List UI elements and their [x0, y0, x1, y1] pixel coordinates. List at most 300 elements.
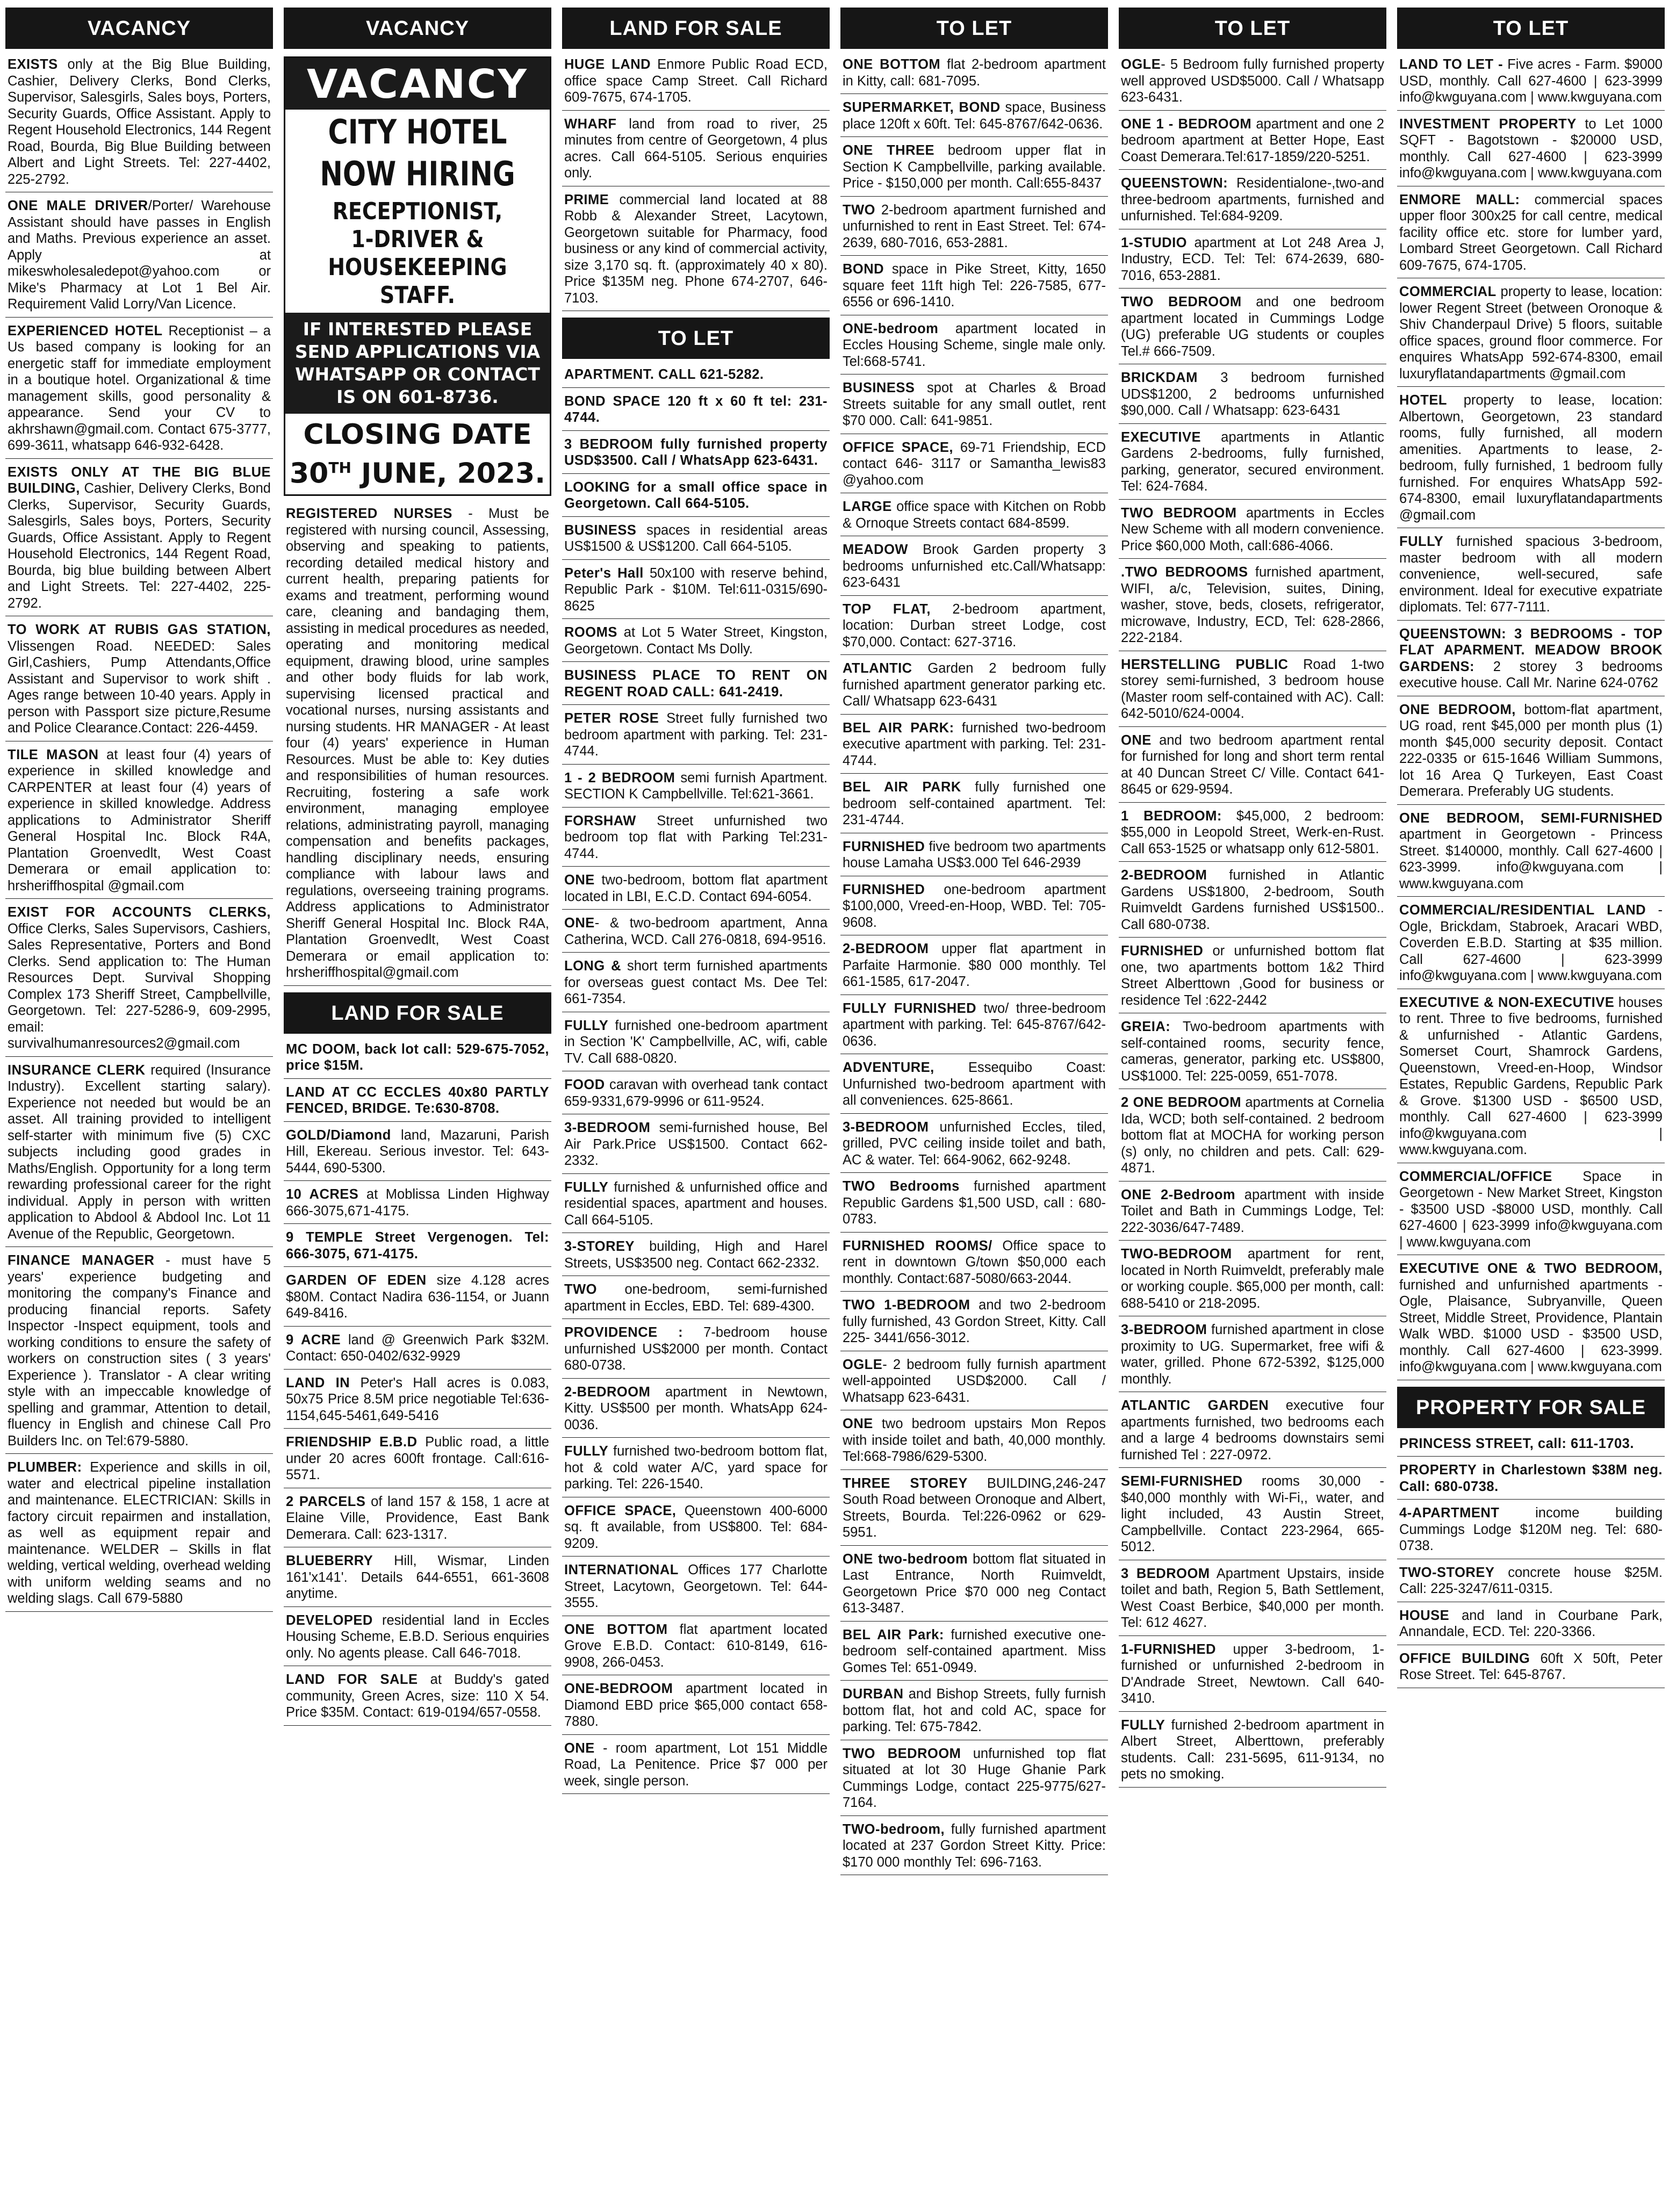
ad-body: five bedroom two apartments house Lamaha US$3.000 Tel 646-2939 — [843, 839, 1106, 870]
classified-ad — [5, 904, 273, 1057]
ad-body: or unfurnished bottom flat one, two apartments bottom 1&2 Third Street Alberttown ,Good for business or residence Tel :622-2442 — [1121, 943, 1384, 1008]
ad-body: Queenstown 400-6000 sq. ft available, from US$800. Tel: 684-9209. — [564, 1503, 828, 1551]
section-header-to-let: TO LET — [562, 318, 830, 359]
classified-ad — [562, 1443, 830, 1497]
classified-ad — [5, 1459, 273, 1612]
classified-ad — [562, 1281, 830, 1319]
classified-ad — [840, 660, 1108, 715]
ad-lead: ONE — [564, 873, 595, 888]
classified-ad — [840, 99, 1108, 137]
ad-body: two-bedroom, bottom flat apartment located in LBI, E.C.D. Contact 694-6054. — [564, 873, 828, 904]
ad-body: Offices 177 Charlotte Street, Lacytown, Georgetown. Tel: 644-3555. — [564, 1562, 828, 1610]
classified-ad — [562, 1238, 830, 1276]
ad-lead: SUPERMARKET, BOND — [843, 100, 1001, 115]
ad-lead: BEL AIR PARK — [843, 780, 961, 795]
ad-lead: TWO BEDROOM — [1121, 505, 1237, 521]
classified-ad — [1397, 810, 1665, 897]
classified-ad — [840, 202, 1108, 256]
ad-lead: OFFICE SPACE, — [843, 439, 953, 455]
classified-ad — [1119, 657, 1386, 727]
ad-body: - & two-bedroom apartment, Anna Catherina, WCD. Call 276-0818, 694-9516. — [564, 916, 828, 947]
classified-ad — [840, 1119, 1108, 1173]
ad-lead: ONE BEDROOM, SEMI-FURNISHED — [1399, 810, 1663, 826]
classified-ad — [562, 192, 830, 312]
classified-ad — [1119, 867, 1386, 938]
ad-body: apartment with inside Toilet and Bath in Cummings Lodge, Tel: 222-3036/647-7489. — [1121, 1187, 1384, 1235]
column-to-let-3 — [1397, 8, 1665, 2203]
ad-body: and two bedroom apartment rental for furnished for long and short term rental at 40 Duncan Street C/ Ville. Contact 641-8645 or 629-9594. — [1121, 732, 1384, 797]
classified-ad — [840, 779, 1108, 833]
classified-ad — [5, 198, 273, 318]
section-header-to-let: TO LET — [840, 8, 1108, 49]
ad-body: 60ft X 50ft, Peter Rose Street. Tel: 645-8767. — [1399, 1651, 1663, 1682]
ad-lead: 3-STOREY — [564, 1239, 635, 1254]
poster-instruction-line: WHATSAPP OR CONTACT — [295, 364, 540, 385]
ad-body: - must have 5 years' experience budgeting and monitoring the company's Finance and producing financial reports. Safety Inspector -Inspect equipment, tools and working conditions to ensure the safety of workers on construction sites ( 3 years' Experience ). Translator - A clear writing style with an impeccable knowledge of spelling and grammar, Attention to detail, fluency in English and chinese Call Pro Builders Inc. on Tel:679-5880. — [8, 1253, 271, 1449]
ad-body: one-bedroom, semi-furnished apartment in Eccles, EBD. Tel: 689-4300. — [564, 1282, 828, 1314]
ad-body: apartments in Eccles New Scheme with all modern convenience. Price $60,000 Moth, call:686-4066. — [1121, 505, 1384, 553]
classified-ad — [1397, 56, 1665, 111]
ad-lead: MEADOW — [843, 542, 908, 557]
classified-ad — [1119, 370, 1386, 424]
ad-lead: BUSINESS — [564, 522, 637, 538]
ad-body: size 4.128 acres $80M. Contact Nadira 636-1154, or Juann 649-8416. — [286, 1273, 549, 1321]
ad-lead: 2 ONE BEDROOM — [1121, 1095, 1241, 1110]
ad-lead: 9 TEMPLE Street Vergenogen. Tel: 666-3075, 671-4175. — [286, 1230, 549, 1262]
classified-ad — [284, 1332, 551, 1370]
ad-lead: EXISTS ONLY AT THE BIG BLUE BUILDING, — [8, 464, 271, 496]
classified-ad — [1397, 995, 1665, 1163]
classified-ad — [1119, 505, 1386, 559]
ad-lead: TOP FLAT, — [843, 601, 931, 617]
ad-body: furnished 2-bedroom apartment in Albert Street, Alberttown, preferably students. Call: 231-5695, 611-9134, no pets no smoking. — [1121, 1717, 1384, 1782]
classified-ad — [5, 747, 273, 899]
ad-lead: THREE STOREY — [843, 1475, 968, 1491]
classified-ad — [562, 770, 830, 808]
classified-ad — [5, 1062, 273, 1248]
ad-body: Essequibo Coast: Unfurnished two-bedroom apartment with all conveniences. 625-8661. — [843, 1060, 1106, 1108]
ad-lead: ONE BOTTOM — [843, 57, 941, 72]
classified-ad — [840, 1357, 1108, 1411]
ad-lead: QUEENSTOWN: 3 BEDROOMS - TOP FLAT APARMENT. MEADOW BROOK GARDENS: — [1399, 626, 1663, 674]
classified-ad — [562, 958, 830, 1012]
ad-lead: GREIA: — [1121, 1019, 1171, 1034]
classified-ad — [840, 882, 1108, 936]
ad-body: apartment in Georgetown - Princess Street. $140000, monthly. Call 627-4600 | 623-3999. info@kwguyana.com | www.kwguyana.com — [1399, 827, 1663, 891]
ad-body: apartment in Newtown, Kitty. US$500 per month. WhatsApp 624-0036. — [564, 1384, 828, 1432]
ad-lead: BLUEBERRY — [286, 1553, 373, 1569]
ad-body: land, Mazaruni, Parish Hill, Ekereau. Serious investor. Tel: 643-5444, 690-5300. — [286, 1127, 549, 1176]
poster-closing-label: CLOSING DATE — [303, 419, 532, 451]
classified-ad — [1119, 1473, 1386, 1560]
classified-ad — [840, 1297, 1108, 1351]
ad-lead: FULLY — [564, 1018, 609, 1033]
ad-body: Experience and skills in oil, water and electrical pipeline installation and maintenance. ELECTRICIAN: Skills in factory circuit repairmen and installation, as well as equipment repair and maintenance. WELDER – Skills in flat welding, vertical welding, overhead welding with uniform welding seams and no welding slags. Call 679-5880 — [8, 1460, 271, 1606]
classified-ad — [562, 56, 830, 111]
ads-list — [284, 1041, 551, 1726]
ad-body: apartment for rent, located in North Ruimveldt, preferably male or working couple. $65,000 per month, call: 688-5410 or 218-2095. — [1121, 1246, 1384, 1311]
ad-body: houses to rent. Three to five bedrooms, furnished & unfurnished - Atlantic Gardens, Somerset Court, Shamrock Gardens, Queenstown, Vreed-en-Hoop, Windsor Estates, Republic Gardens, Republic Park & Grove. $1300 USD - $6500 USD, monthly. Call 627-4600 | 623-3999 info@kwguyana.com | www.kwguyana.com. — [1399, 995, 1663, 1157]
classified-ad — [562, 667, 830, 705]
ad-body: two bedroom upstairs Mon Repos with inside toilet and bath, 40,000 monthly. Tel:668-7986/629-5300. — [843, 1416, 1106, 1464]
ads-list — [1397, 1436, 1665, 1688]
ad-lead: INVESTMENT PROPERTY — [1399, 116, 1577, 132]
ad-body: Cashier, Delivery Clerks, Bond Clerks, Supervisor, Security Guards, Salesgirls, Sales boys, Porters, Security Guards, Office Assistant. Apply to Regent Household Electronics, 144 Regent Road, Bourda, big blue building between Albert and Light Streets. Tel: 227-4402, 225-2792. — [8, 481, 271, 611]
ad-lead: ONE 1 - BEDROOM — [1121, 116, 1252, 132]
classified-ad — [1119, 564, 1386, 651]
ad-lead: 1-STUDIO — [1121, 235, 1188, 250]
classified-ad — [1119, 429, 1386, 500]
classified-ad — [1397, 626, 1665, 696]
ad-lead: EXECUTIVE ONE & TWO BEDROOM, — [1399, 1261, 1663, 1276]
ad-lead: INTERNATIONAL — [564, 1562, 679, 1577]
ad-body: Receptionist – a Us based company is looking for an energetic staff for immediate employment in a boutique hotel. Organizational & time management skills, good personality & appearance. Send your CV to akhrshawn@gmail.com. Contact 675-3777, 699-3611, whatsapp 646-932-6428. — [8, 323, 271, 453]
ad-body: Peter's Hall acres is 0.083, 50x75 Price 8.5M price negotiable Tel:636-1154,645-5461,649-5416 — [286, 1375, 549, 1423]
ad-body: fully furnished apartment located at 237 Gordon Street Kitty. Price: $170 000 monthly Tel: 696-7163. — [843, 1821, 1106, 1870]
ad-lead: PRIME — [564, 192, 609, 207]
classified-ad — [840, 261, 1108, 315]
section-header-to-let: TO LET — [1119, 8, 1386, 49]
ad-body: caravan with overhead tank contact 659-9331,679-9996 or 611-9524. — [564, 1077, 828, 1109]
classified-ad — [1119, 943, 1386, 1013]
classified-ad — [1397, 534, 1665, 621]
classified-ad — [840, 1627, 1108, 1681]
ad-body: spaces in residential areas US$1500 & US$1200. Call 664-5105. — [564, 522, 828, 554]
classified-ad — [562, 366, 830, 388]
ad-lead: HOUSE — [1399, 1608, 1450, 1623]
ad-lead: 9 ACRE — [286, 1332, 341, 1348]
classified-ad — [840, 839, 1108, 876]
ad-body: apartment located in Eccles Housing Scheme, single male only. Tel:668-5741. — [843, 321, 1106, 369]
ad-lead: .TWO BEDROOMS — [1121, 565, 1248, 580]
classified-ad — [1119, 1094, 1386, 1181]
ad-lead: FURNISHED — [1121, 943, 1204, 959]
column-to-let-2 — [1119, 8, 1386, 2203]
ad-lead: ONE THREE — [843, 143, 934, 158]
classified-ad — [840, 1060, 1108, 1114]
ad-lead: OFFICE SPACE, — [564, 1503, 677, 1518]
section-header-property-for-sale: PROPERTY FOR SALE — [1397, 1387, 1665, 1428]
ad-body: short term furnished apartments for overseas guest contact Ms. Dee Tel: 661-7354. — [564, 959, 828, 1006]
ads-list — [5, 56, 273, 1612]
ad-body: BUILDING,246-247 South Road between Oronoque and Albert, Streets, Bourda. Tel:226-0962 or 629-5951. — [843, 1475, 1106, 1540]
ad-lead: 3 BEDROOM — [1121, 1566, 1210, 1581]
ad-body: commercial land located at 88 Robb & Alexander Street, Lacytown, Georgetown suitable for Pharmacy, food business or any kind of commercial activity, size 3,170 sq. ft. (approximately 40 x 80). Price $135M neg. Phone 674-2707, 646-7103. — [564, 192, 828, 306]
ad-body: and one bedroom apartment located in Cummings Lodge (UG) preferable UG students or couples Tel.# 666-7509. — [1121, 294, 1384, 359]
ad-lead: ONE-bedroom — [843, 321, 939, 336]
classified-ad — [562, 1562, 830, 1616]
classified-ad — [5, 464, 273, 617]
classified-ad — [840, 321, 1108, 375]
ad-body: Brook Garden property 3 bedrooms unfurnished etc.Call/Whatsapp: 623-6431 — [843, 542, 1106, 590]
section-header-vacancy: VACANCY — [5, 8, 273, 49]
ad-body: apartments at Cornelia Ida, WCD; both self-contained. 2 bedroom bottom flat at MOCHA for working person (s) only, no children and pets. Call: 629-4871. — [1121, 1095, 1384, 1176]
ad-lead: TWO — [564, 1282, 597, 1297]
ad-lead: BRICKDAM — [1121, 370, 1198, 385]
ad-body: Hill, Wismar, Linden 161'x141'. Details 644-6551, 661-3608 anytime. — [286, 1553, 549, 1602]
ad-lead: ADVENTURE, — [843, 1060, 934, 1075]
poster-hiring-line: NOW HIRING — [320, 154, 515, 193]
ad-body: at least four (4) years of experience in skilled knowledge and CARPENTER at least four (4) years of experience in skilled knowledge. Address applications to Administrator Sheriff General Hospital Inc. Block R4A, Plantation Groenvedlt, West Coast Demerara or email application to: hrsheriffhospital @gmail.com — [8, 747, 271, 894]
classified-ad — [840, 601, 1108, 655]
ad-body: furnished apartment, WIFI, a/c, Television, suites, Dining, washer, stove, beds, closets, refrigerator, microwave, Industry, ECD, Tel: 628-2866, 222-2184. — [1121, 565, 1384, 645]
classified-ad — [840, 720, 1108, 774]
column-vacancy-1 — [5, 8, 273, 2203]
ad-lead: TILE MASON — [8, 747, 99, 762]
ad-lead: FULLY FURNISHED — [843, 1000, 977, 1016]
classified-ad — [284, 1084, 551, 1122]
ad-lead: FURNISHED — [843, 839, 925, 854]
classified-ad — [284, 1041, 551, 1079]
ad-body: 69-71 Friendship, ECD contact 646- 3117 or Samantha_lewis83 @yahoo.com — [843, 439, 1106, 488]
ad-body: Enmore Public Road ECD, office space Camp Street. Call Richard 609-7675, 674-1705. — [564, 57, 828, 105]
classified-ad — [1119, 56, 1386, 111]
classified-ad — [284, 1671, 551, 1726]
ad-body: 2-bedroom apartment furnished and unfurnished to rent in East Street. Tel: 674-2639, 680-7016, 653-2881. — [843, 202, 1106, 250]
classified-ad — [562, 1179, 830, 1234]
section-header-to-let: TO LET — [1397, 8, 1665, 49]
ad-lead: 2-BEDROOM — [843, 941, 929, 956]
classified-ad — [562, 1120, 830, 1174]
ad-lead: DURBAN — [843, 1687, 904, 1702]
ad-lead: 10 ACRES — [286, 1187, 359, 1202]
classified-ad — [1119, 1717, 1386, 1788]
classified-ad — [1119, 1246, 1386, 1316]
classified-ad — [5, 622, 273, 741]
classified-ad — [562, 1622, 830, 1676]
poster-closing-date — [285, 414, 550, 494]
ad-lead: BUSINESS PLACE TO RENT ON REGENT ROAD CALL: 641-2419. — [564, 668, 828, 700]
ad-lead: 3-BEDROOM — [564, 1120, 651, 1135]
ad-body: semi furnish Apartment. SECTION K Campbellville. Tel:621-3661. — [564, 770, 828, 802]
classified-ad — [840, 1000, 1108, 1055]
ad-lead: GARDEN OF EDEN — [286, 1273, 427, 1288]
ad-lead: 3-BEDROOM — [1121, 1322, 1207, 1337]
ad-lead: EXECUTIVE — [1121, 429, 1202, 445]
classified-ad — [840, 1686, 1108, 1740]
ad-body: bedroom upper flat in Section K Campbellville, parking available. Price - $150,000 per month. Call:655-8437 — [843, 143, 1106, 191]
classified-ad — [562, 813, 830, 867]
classified-ad — [1119, 1187, 1386, 1241]
ads-list — [562, 56, 830, 311]
classified-ad — [1119, 732, 1386, 803]
classified-ad — [1397, 284, 1665, 387]
ad-body: Two-bedroom apartments with self-contained rooms, security fence, cameras, generator, parking etc. US$800, US$1000. Tel: 225-0059, 651-7078. — [1121, 1019, 1384, 1084]
ad-lead: ONE — [843, 1416, 873, 1431]
ad-body: - room apartment, Lot 151 Middle Road, La Penitence. Price $7 000 per week, single person. — [564, 1740, 828, 1789]
poster-instruction-line: SEND APPLICATIONS VIA — [294, 341, 541, 362]
ad-lead: TWO Bedrooms — [843, 1179, 960, 1194]
ad-body: apartment located in Diamond EBD price $65,000 contact 658-7880. — [564, 1681, 828, 1729]
ad-body: Office space to rent in downtown G/town $50,000 each monthly. Contact:687-5080/663-2044. — [843, 1238, 1106, 1286]
ad-body: Street fully furnished two bedroom apartment with parking. Tel: 231-4744. — [564, 711, 828, 759]
ad-body: only at the Big Blue Building, Cashier, Delivery Clerks, Bond Clerks, Supervisor, Salesgirls, Sales boys, Porters, Security Guards, Office Assistant. Apply to Regent Household Electronics, 144 Regent Road, Bourda, Big Blue Building between Albert and Light Streets. Tel: 227-4402, 225-2792. — [8, 57, 271, 187]
ads-list — [840, 56, 1108, 1875]
poster-hotel-line: CITY HOTEL — [328, 112, 507, 152]
ad-lead: 2 PARCELS — [286, 1494, 366, 1509]
ad-body: flat apartment located Grove E.B.D. Contact: 610-8149, 616-9908, 266-0453. — [564, 1622, 828, 1670]
classified-ad — [284, 506, 551, 986]
poster-instruction-line: IF INTERESTED PLEASE — [303, 319, 533, 340]
classified-ad — [840, 1475, 1108, 1546]
ad-lead: HUGE LAND — [564, 57, 651, 72]
ad-lead: HOTEL — [1399, 393, 1447, 408]
section-header-vacancy: VACANCY — [284, 8, 551, 49]
classified-ad — [284, 1272, 551, 1327]
ad-lead: LAND IN — [286, 1375, 350, 1390]
classified-ad — [562, 1324, 830, 1379]
ad-lead: ONE BOTTOM — [564, 1622, 668, 1637]
ad-body: property to lease, location: Albertown, Georgetown, 23 standard rooms, fully furnished, all modern amenities. Apartments to lease, 2-bedroom, fully furnished, 1 bedroom fully furnished. For enquires WhatsApp 592-674-8300, email luxuryflatandapartments @gmail.com — [1399, 393, 1663, 523]
ad-lead: FULLY — [564, 1444, 609, 1459]
ad-lead: BOND — [843, 262, 884, 277]
classified-ad — [562, 1018, 830, 1072]
ad-lead: LOOKING for a small office space in Georgetown. Call 664-5105. — [564, 479, 828, 511]
classified-ad — [1397, 392, 1665, 528]
classified-ad — [562, 1077, 830, 1114]
ad-body: apartments in Atlantic Gardens 2-bedrooms, fully furnished, parking, generator, secured environment. Tel: 624-7684. — [1121, 429, 1384, 494]
ad-body: furnished executive one-bedroom self-contained apartment. Miss Gomes Tel: 651-0949. — [843, 1627, 1106, 1675]
classified-ad — [1119, 1322, 1386, 1392]
ad-body: at Buddy's gated community, Green Acres, size: 110 X 54. Price $35M. Contact: 619-0194/657-0558. — [286, 1672, 549, 1720]
ad-body: Road 1-two storey semi-furnished, 3 bedroom house (Master room self-contained with AC). Call: 642-5010/624-0004. — [1121, 657, 1384, 721]
classified-ad — [840, 142, 1108, 197]
poster-instructions — [285, 313, 550, 414]
closing-day-suffix: TH — [328, 459, 351, 477]
ad-lead: SEMI-FURNISHED — [1121, 1474, 1243, 1489]
ad-lead: OGLE — [1121, 57, 1161, 72]
ad-lead: DEVELOPED — [286, 1612, 373, 1628]
classified-ad — [562, 1740, 830, 1795]
ad-body: one-bedroom apartment $100,000, Vreed-en-Hoop, WBD. Tel: 705-9608. — [843, 882, 1106, 930]
classified-ad — [1119, 1019, 1386, 1089]
ad-lead: ONE — [564, 916, 595, 931]
ad-lead: EXISTS — [8, 57, 58, 72]
ad-body: furnished two-bedroom bottom flat, hot & cold water A/C, yard space for parking. Tel: 226-1540. — [564, 1444, 828, 1492]
ad-lead: FRIENDSHIP E.B.D — [286, 1435, 418, 1450]
ad-body: furnished one-bedroom apartment in Section 'K' Campbellville, AC, wifi, cable TV. Call 688-0820. — [564, 1018, 828, 1066]
ad-lead: MC DOOM, back lot call: 529-675-7052, price $15M. — [286, 1041, 549, 1073]
ad-body: and two 2-bedroom fully furnished, 43 Gordon Street, Kitty. Call 225- 3441/656-3012. — [843, 1298, 1106, 1345]
classified-ad — [840, 1238, 1108, 1292]
ad-lead: LAND FOR SALE — [286, 1672, 418, 1688]
poster-position: HOUSEKEEPING — [328, 254, 507, 281]
ad-lead: 4-APARTMENT — [1399, 1505, 1500, 1521]
ad-lead: COMMERCIAL/OFFICE — [1399, 1169, 1552, 1184]
ad-lead: PLUMBER: — [8, 1460, 82, 1475]
classified-ad — [284, 1229, 551, 1267]
ad-body: at Moblissa Linden Highway 666-3075,671-4175. — [286, 1187, 549, 1219]
ad-lead: FULLY — [1399, 534, 1444, 549]
column-to-let-1 — [840, 8, 1108, 2203]
ad-lead: QUEENSTOWN: — [1121, 176, 1228, 191]
classified-ad — [284, 1612, 551, 1667]
ad-body: /Porter/ Warehouse Assistant should have passes in English and Maths. Previous experience an asset. Apply at mikeswholesaledepot@yahoo.com or Mike's Pharmacy at Lot 1 Bel Air. Requirement Valid Lorry/Van Licence. — [8, 198, 271, 312]
ad-body: and land in Courbane Park, Annandale, ECD. Tel: 220-3366. — [1399, 1608, 1663, 1639]
ad-lead: OGLE — [843, 1357, 883, 1372]
ad-body: Five acres - Farm. $9000 USD, monthly. Call 627-4600 | 623-3999 info@kwguyana.com | www.kwguyana.com — [1399, 57, 1663, 105]
ad-lead: LAND AT CC ECCLES 40x80 PARTLY FENCED, BRIDGE. Te:630-8708. — [286, 1084, 549, 1116]
ad-lead: LARGE — [843, 499, 892, 514]
ad-body: space in Pike Street, Kitty, 1650 square feet 11ft high Tel: 226-7585, 677-6556 or 696-1410. — [843, 262, 1106, 309]
ad-body: at Lot 5 Water Street, Kingston, Georgetown. Contact Ms Dolly. — [564, 625, 828, 657]
ad-lead: PROVIDENCE : — [564, 1325, 684, 1340]
section-header-land-for-sale: LAND FOR SALE — [284, 992, 551, 1034]
ad-lead: 2-BEDROOM — [1121, 868, 1207, 883]
classified-ad — [1119, 235, 1386, 289]
ad-body: required (Insurance Industry). Excellent starting salary). Experience not needed but would be an asset. All training provided to intelligent self-starter with minimum five (5) CXC subjects including good grades in Maths/English. Opportunity for a long term rewarding professional career for the right individual. Apply in person with written application to Abdool & Abdool Inc. Lot 11 Avenue of the Republic, Georgetown. — [8, 1062, 271, 1242]
ad-lead: ENMORE MALL: — [1399, 192, 1520, 207]
classified-ad — [840, 1416, 1108, 1470]
classified-ad — [562, 393, 830, 431]
ad-lead: TWO 1-BEDROOM — [843, 1298, 970, 1313]
classified-ad — [1397, 902, 1665, 989]
classified-ad — [562, 872, 830, 910]
ad-lead: ONE — [1121, 732, 1152, 748]
ad-body: furnished apartment Republic Gardens $1,500 USD, call : 680-0783. — [843, 1179, 1106, 1227]
classified-ad — [562, 915, 830, 953]
ad-body: Apartment Upstairs, inside toilet and bath, Region 5, Bath Settlement, West Coast Berbice, $40,000 per month. Tel: 612 4627. — [1121, 1566, 1385, 1630]
ads-list — [1119, 56, 1386, 1788]
classified-ad — [284, 1127, 551, 1181]
ad-lead: FULLY — [564, 1179, 609, 1195]
ad-lead: TWO — [843, 202, 875, 218]
ad-lead: REGISTERED NURSES — [286, 506, 452, 522]
ad-lead: TWO-bedroom, — [843, 1821, 945, 1837]
ad-body: building, High and Harel Streets, US$3500 neg. Contact 662-2332. — [564, 1239, 828, 1271]
ad-body: Street unfurnished two bedroom top flat with Parking Tel:231-4744. — [564, 813, 828, 861]
classified-ad — [562, 479, 830, 517]
classified-ad — [562, 624, 830, 662]
ad-lead: APARTMENT. CALL 621-5282. — [564, 367, 764, 382]
classified-ad — [1119, 175, 1386, 229]
ad-body: 50x100 with reserve behind, Republic Park - $10M. Tel:611-0315/690-8625 — [564, 565, 828, 614]
ad-body: upper 3-bedroom, 1-furnished or unfurnished 2-bedroom in D'Andrade Street, Newtown. Call 640-3410. — [1121, 1641, 1384, 1706]
ad-lead: TWO-BEDROOM — [1121, 1246, 1232, 1262]
classified-ad — [284, 1494, 551, 1548]
ad-body: spot at Charles & Broad Streets suitable for any small outlet, rent $70 000. Call: 641-9851. — [843, 380, 1106, 428]
ad-body: 7-bedroom house unfurnished US$2000 per month. Contact 680-0738. — [564, 1325, 828, 1373]
classified-ad — [840, 1746, 1108, 1816]
classified-ad — [1397, 192, 1665, 279]
ad-lead: 1-FURNISHED — [1121, 1641, 1216, 1657]
classified-ad — [840, 1178, 1108, 1233]
column-land-for-sale — [562, 8, 830, 2203]
ad-lead: COMMERCIAL — [1399, 284, 1497, 299]
ad-body: commercial spaces upper floor 300x25 for call centre, medical facility office etc. store for lumber yard, Lombard Street Georgetown. Call Richard 609-7675, 674-1705. — [1399, 192, 1663, 273]
ad-lead: WHARF — [564, 116, 617, 132]
classified-ad — [1397, 1260, 1665, 1380]
poster-position: RECEPTIONIST, — [332, 198, 503, 225]
ad-lead: FULLY — [1121, 1717, 1166, 1733]
ad-body: furnished in Atlantic Gardens US$1800, 2-bedroom, South Ruimveldt Gardens furnished US$1500.. Call 680-0738. — [1121, 868, 1384, 932]
ad-lead: BOND SPACE 120 ft x 60 ft tel: 231-4744. — [564, 393, 828, 425]
closing-day: 30 — [290, 457, 329, 490]
ad-lead: TWO BEDROOM — [1121, 294, 1242, 309]
classified-ad — [5, 1252, 273, 1454]
ad-lead: COMMERCIAL/RESIDENTIAL LAND — [1399, 903, 1646, 918]
ad-body: bottom flat situated in Last Entrance, North Ruimveldt, Georgetown Price $70 000 neg Contact 613-3487. — [843, 1551, 1106, 1616]
ad-body: furnished spacious 3-bedroom, master bedroom with all modern convenience, well-secured, safe environment. Ideal for executive expatriate diplomats. Tel: 677-7111. — [1399, 534, 1663, 615]
poster-instruction-line: IS ON 601-8736. — [336, 386, 499, 407]
classified-ad — [1397, 1169, 1665, 1256]
ad-body: - 2 bedroom fully furnish apartment well-appointed USD$2000. Call / Whatsapp 623-6431. — [843, 1357, 1106, 1405]
ad-lead: ATLANTIC — [843, 661, 912, 676]
ad-body: Garden 2 bedroom fully furnished apartment generator parking etc. Call/ Whatsapp 623-6431 — [843, 661, 1106, 709]
ad-lead: 3 BEDROOM fully furnished property USD$3500. Call / WhatsApp 623-6431. — [564, 436, 828, 468]
classified-ad — [1397, 1651, 1665, 1688]
ad-body: fully furnished one bedroom self-contained apartment. Tel: 231-4744. — [843, 780, 1106, 827]
